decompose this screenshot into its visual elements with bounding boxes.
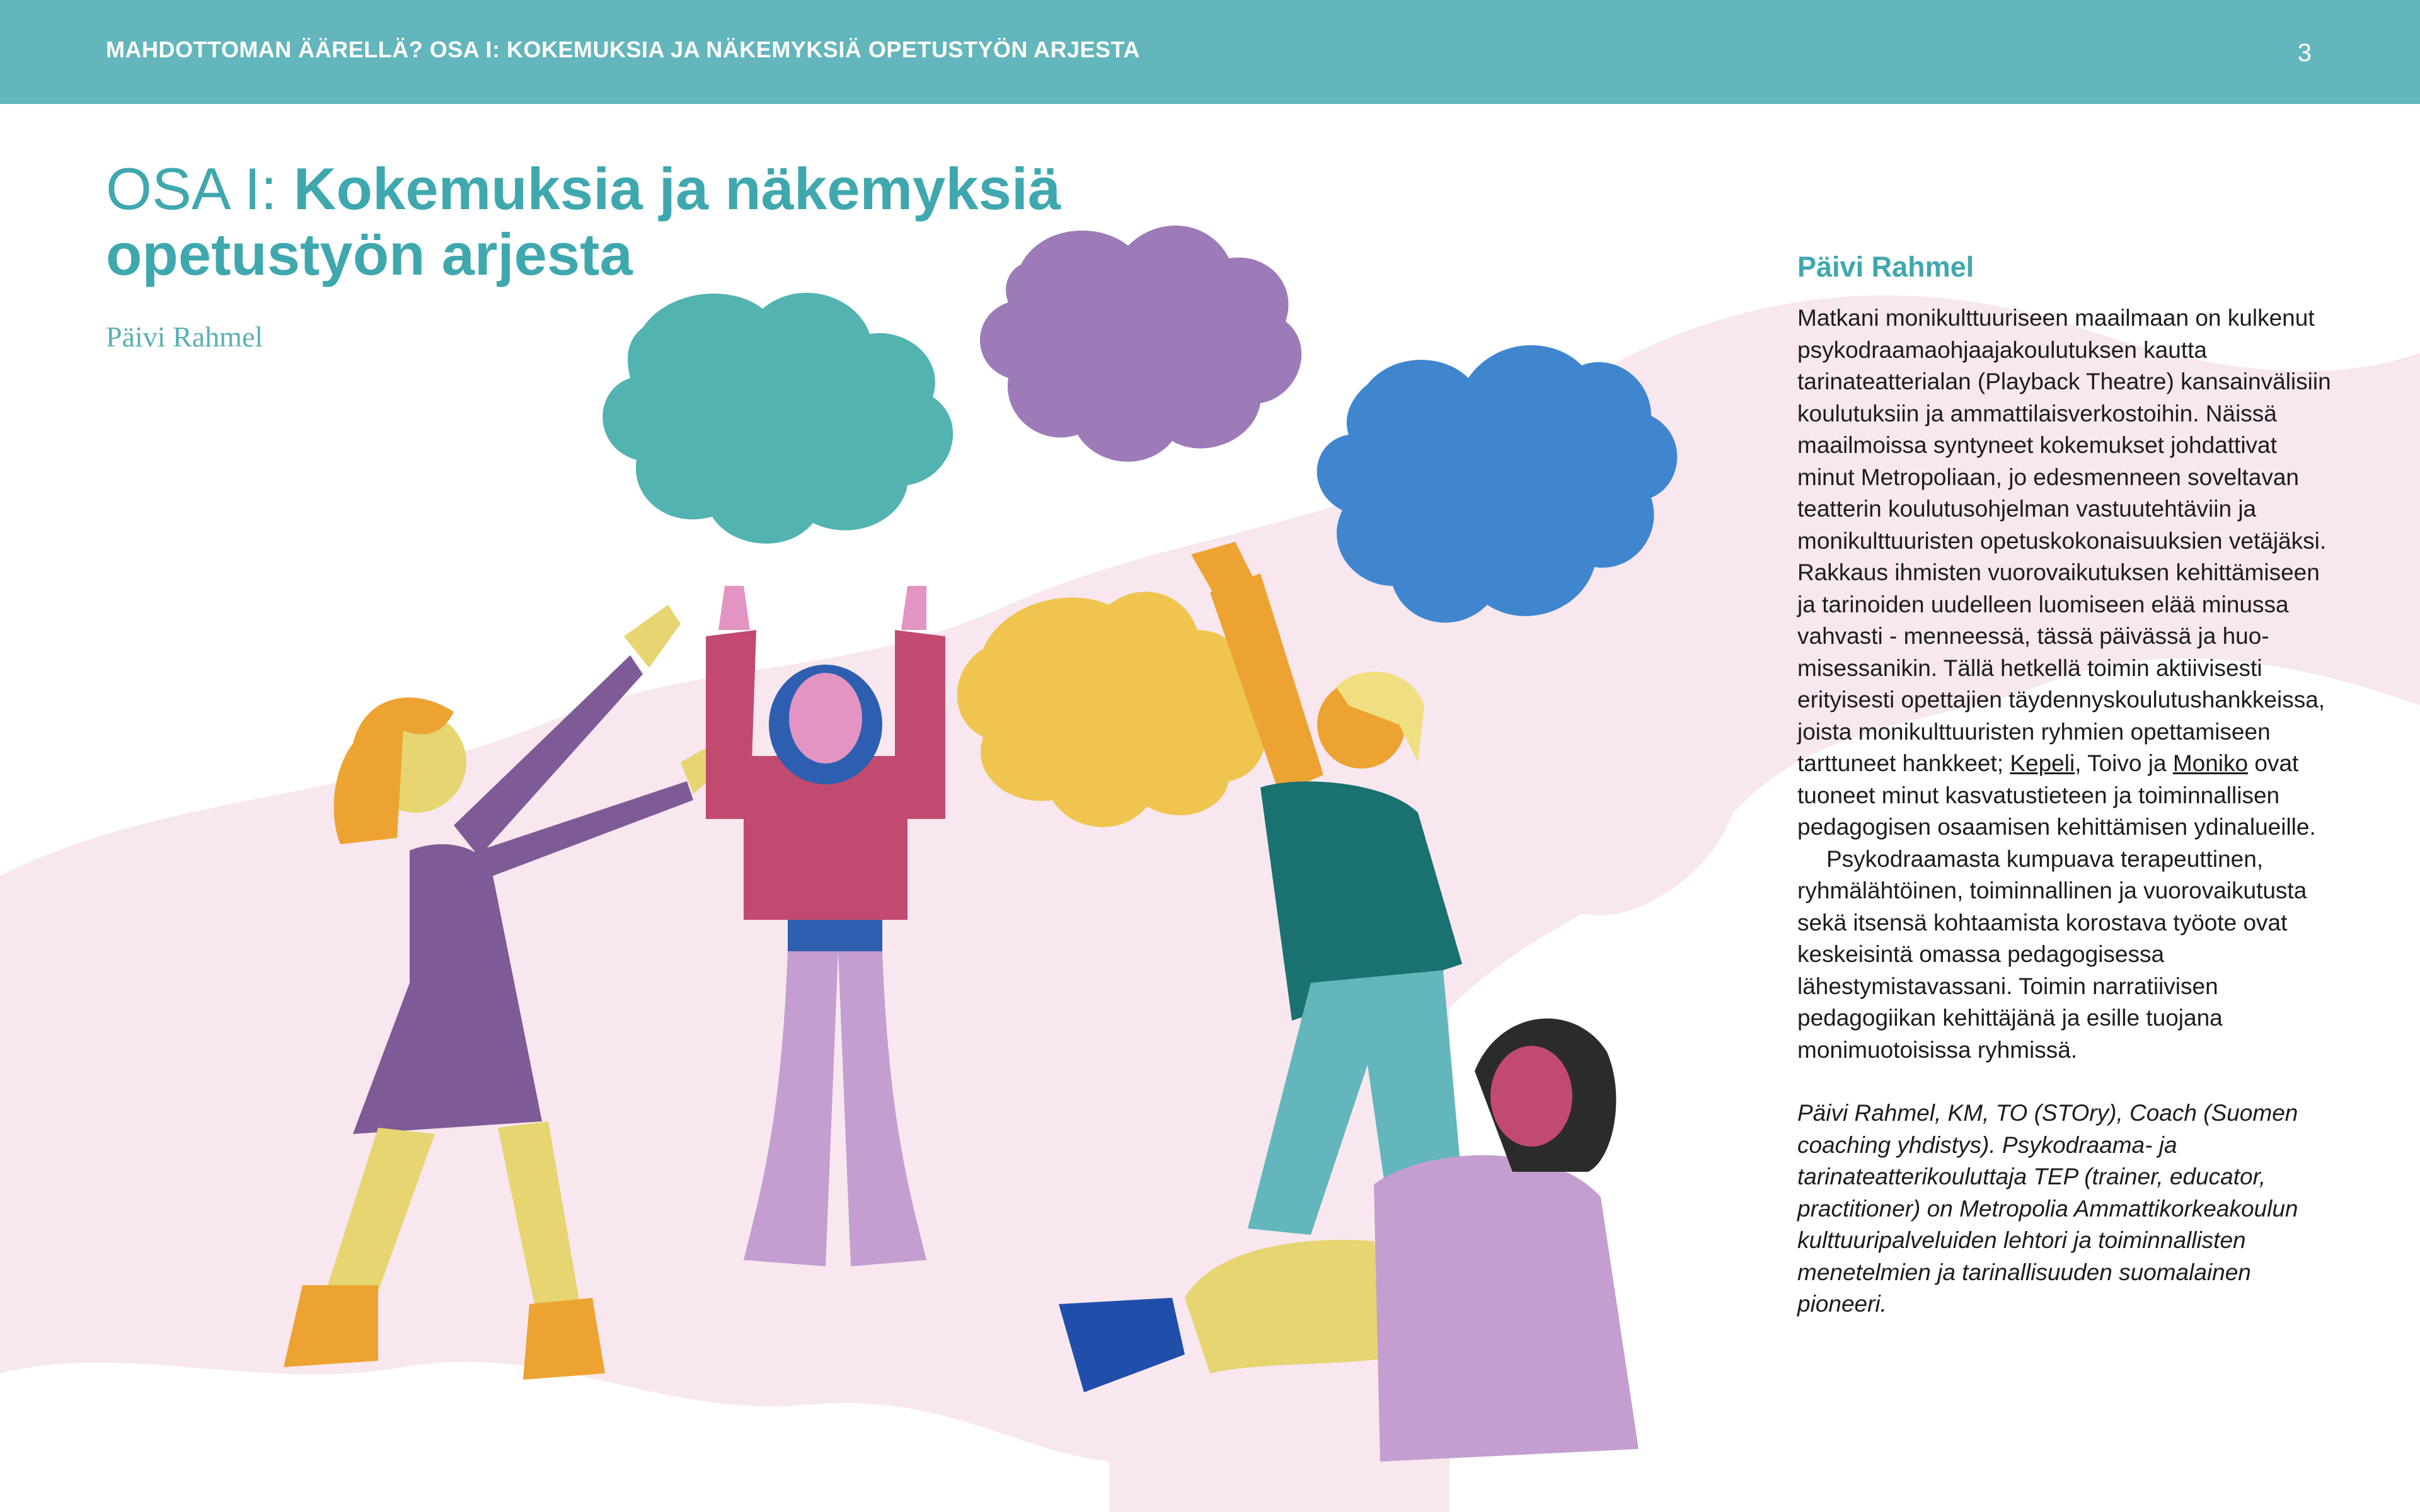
title-bold: Kokemuksia ja näkemyksiä opetustyön arjesta — [106, 156, 1061, 288]
bio-p1-text-a: Matkani monikulttuuriseen maailmaan on kulkenut psykodraamaohjaajakoulutuksen kautta tarinateatterialan (Playback Theatre) kansainvälisiin koulutuksiin ja ammattilaisverkostoihin. Näissä maailmoissa syntyneet kokemukset johdattivat minut Metropoliaan, jo edesmenneen soveltavan teatterin koulutusohjelman vastuutehtäviin ja monikulttuuristen opetuskokonaisuuksien vetäjäksi. Rakkaus ihmisten vuorovaikutuksen kehittämiseen ja tarinoiden uudelleen luomiseen elää minussa vahvasti - menneessä, tässä päivässä ja huomisessanikin. Tällä hetkellä toimin aktiivisesti erityisesti opettajien täydennyskoulutushankkeissa, joista monikulttuuristen ryhmien opettamiseen tarttuneet hankkeet; — [1797, 305, 2331, 776]
article-title — [106, 156, 1083, 288]
article-author: Päivi Rahmel — [106, 321, 263, 353]
bio-credit: Päivi Rahmel, KM, TO (STOry), Coach (Suomen coaching yhdistys). Psykodraama- ja tarinateatterikouluttaja TEP (trainer, educator, practitioner) on Metropolia Ammattikorkeakoulun kulttuuripalveluiden lehtori ja toiminnallisten menetelmien ja tarinallisuuden suomalainen pioneeri. — [1797, 1100, 2298, 1317]
bio-paragraph-1 — [1797, 302, 2333, 844]
bio-paragraph-2: Psykodraamasta kumpuava terapeuttinen, ryhmälähtöinen, toiminnallinen ja vuorovaikutusta sekä itsensä kohtaamista korostava työote ovat keskeisintä omassa pedagogisessa lähestymistavassani. Toimin narratiivisen pedagogiikan kehittäjänä ja esille tuojana monimuotoisissa ryhmissä. — [1797, 845, 2307, 1063]
bio-p1-text-c: ovat tuoneet minut kasvatustieteen ja toiminnallisen pedagogisen osaamisen kehittämisen ydinalueille. — [1797, 750, 2316, 840]
running-title: MAHDOTTOMAN ÄÄRELLÄ? OSA I: KOKEMUKSIA JA NÄKEMYKSIÄ OPETUSTYÖN ARJESTA — [106, 37, 1140, 62]
bio-name: Päivi Rahmel — [1797, 251, 1974, 283]
kepeli-link[interactable]: Kepeli — [2010, 750, 2075, 776]
header-bar — [0, 0, 2420, 104]
bio-p1-text-b: , Toivo ja — [2075, 750, 2173, 776]
teal-cloud — [602, 293, 953, 544]
part-label: OSA I: — [106, 156, 294, 222]
moniko-link[interactable]: Moniko — [2172, 750, 2249, 776]
author-bio — [1797, 251, 2333, 1320]
page-number: 3 — [2297, 39, 2312, 67]
